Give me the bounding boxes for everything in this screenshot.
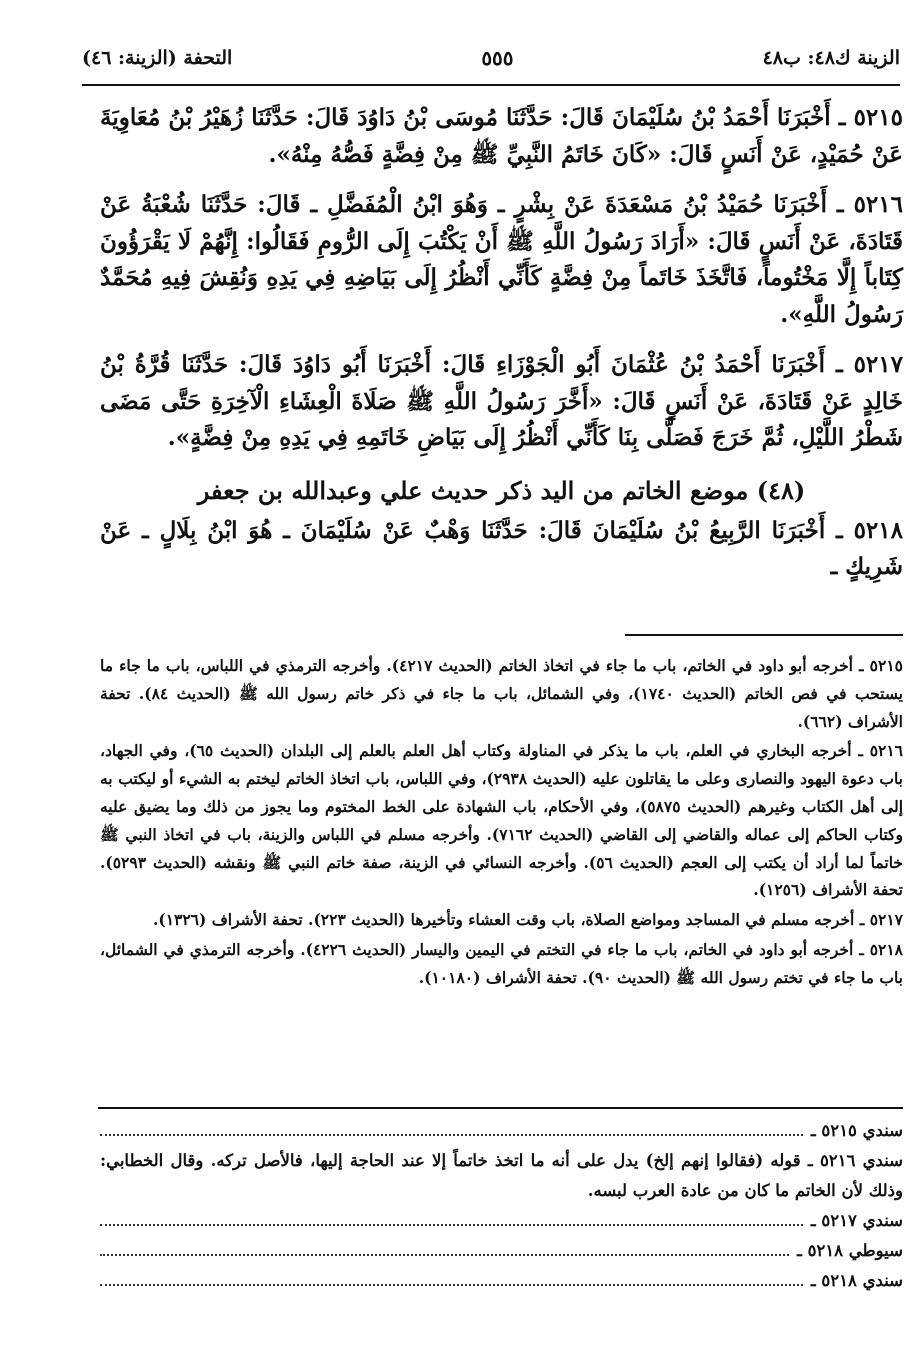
commentary bbox=[100, 1116, 903, 1296]
commentary-label: سندي ٥٢١٧ ـ bbox=[810, 1211, 903, 1230]
dotted-leader bbox=[100, 1133, 803, 1136]
commentary-sindi-5215 bbox=[100, 1116, 903, 1146]
commentary-label: سيوطي ٥٢١٨ ـ bbox=[796, 1241, 903, 1260]
header-divider bbox=[82, 84, 900, 86]
dotted-leader bbox=[100, 1253, 789, 1256]
footnote-divider bbox=[625, 634, 903, 636]
footnote-5216: ٥٢١٦ ـ أخرجه البخاري في العلم، باب ما يذكر في المناولة وكتاب أهل العلم بالعلم إلى البلدان (الحديث ٦٥)، وفي الجهاد، باب دعوة اليهود والنصارى وعلى ما يقاتلون عليه (الحديث ٢٩٣٨)، وفي اللباس، باب اتخاذ الخاتم ليختم به الشيء أو ليكتب به إلى أهل الكتاب وغيرهم (الحديث ٥٨٧٥)، وفي الأحكام، باب الشهادة على الخط المختوم وما يجوز من ذلك وما يضيق عليه وكتاب الحاكم إلى عماله والقاضي إلى القاضي (الحديث ٧١٦٢). وأخرجه مسلم في اللباس والزينة، باب في اتخاذ النبي ﷺ خاتماً لما أراد أن يكتب إلى العجم (الحديث ٥٦). وأخرجه النسائي في الزينة، صفة خاتم النبي ﷺ ونقشه (الحديث ٥٢٩٣). تحفة الأشراف (١٢٥٦). bbox=[100, 741, 904, 900]
header-right-reference: الزينة ك٤٨: ب٤٨ bbox=[762, 47, 900, 69]
commentary-divider bbox=[98, 1107, 903, 1109]
commentary-suyuti-5218 bbox=[100, 1236, 903, 1266]
commentary-label: سندي ٥٢١٨ ـ bbox=[810, 1271, 903, 1290]
page-header bbox=[82, 38, 900, 78]
main-text bbox=[100, 100, 903, 600]
header-left-reference: التحفة (الزينة: ٤٦) bbox=[82, 47, 233, 69]
commentary-sindi-5217 bbox=[100, 1206, 903, 1236]
hadith-5216: ٥٢١٦ ـ أَخْبَرَنَا حُمَيْدُ بْنُ مَسْعَدَةَ عَنْ بِشْرٍ ـ وَهُوَ ابْنُ الْمُفَضَّلِ ـ قَالَ: حَدَّثَنَا شُعْبَةُ عَنْ قَتَادَةَ، عَنْ أَنَسٍ قَالَ: «أَرَادَ رَسُولُ اللَّهِ ﷺ أَنْ يَكْتُبَ إِلَى الرُّومِ فَقَالُوا: إِنَّهُمْ لَا يَقْرَؤُونَ كِتَاباً إِلَّا مَخْتُوماً، فَاتَّخَذَ خَاتَماً مِنْ فِضَّةٍ كَأَنِّي أَنْظُرُ إِلَى بَيَاضِهِ فِي يَدِهِ وَنُقِشَ فِيهِ مُحَمَّدٌ رَسُولُ اللَّهِ». bbox=[100, 191, 903, 328]
hadith-5218: ٥٢١٨ ـ أَخْبَرَنَا الرَّبِيعُ بْنُ سُلَيْمَانَ قَالَ: حَدَّثَنَا وَهْبٌ عَنْ سُلَيْمَانَ ـ هُوَ ابْنُ بِلَالٍ ـ عَنْ شَرِيكٍ ـ bbox=[100, 516, 903, 580]
footnote-5218: ٥٢١٨ ـ أخرجه أبو داود في الخاتم، باب ما جاء في التختم في اليمين واليسار (الحديث ٤٢٢٦). وأخرجه الترمذي في الشمائل، باب ما جاء في تختم رسول الله ﷺ (الحديث ٩٠). تحفة الأشراف (١٠١٨٠). bbox=[100, 939, 903, 987]
hadith-5217: ٥٢١٧ ـ أَخْبَرَنَا أَحْمَدُ بْنُ عُثْمَانَ أَبُو الْجَوْزَاءِ قَالَ: أَخْبَرَنَا أَبُو دَاوُدَ قَالَ: حَدَّثَنَا قُرَّةُ بْنُ خَالِدٍ عَنْ قَتَادَةَ، عَنْ أَنَسٍ قَالَ: «أَخَّرَ رَسُولُ اللَّهِ ﷺ صَلَاةَ الْعِشَاءِ الْآخِرَةِ حَتَّى مَضَى شَطْرُ اللَّيْلِ، ثُمَّ خَرَجَ فَصَلَّى بِنَا كَأَنِّي أَنْظُرُ إِلَى بَيَاضِ خَاتَمِهِ فِي يَدِهِ مِنْ فِضَّةٍ». bbox=[100, 351, 903, 451]
page-number: ٥٥٥ bbox=[481, 46, 514, 70]
dotted-leader bbox=[100, 1283, 803, 1286]
dotted-leader bbox=[100, 1223, 803, 1226]
footnotes bbox=[100, 652, 903, 994]
footnote-5215: ٥٢١٥ ـ أخرجه أبو داود في الخاتم، باب ما جاء في اتخاذ الخاتم (الحديث ٤٢١٧). وأخرجه الترمذي في اللباس، باب ما جاء ما يستحب في فص الخاتم (الحديث ١٧٤٠)، وفي الشمائل، باب ما جاء في ذكر خاتم رسول الله ﷺ (الحديث ٨٤). تحفة الأشراف (٦٦٢). bbox=[100, 656, 903, 731]
commentary-sindi-5218 bbox=[100, 1266, 903, 1296]
footnote-5217: ٥٢١٧ ـ أخرجه مسلم في المساجد ومواضع الصلاة، باب وقت العشاء وتأخيرها (الحديث ٢٢٣). تحفة الأشراف (١٣٢٦). bbox=[152, 910, 903, 930]
commentary-sindi-5216: سندي ٥٢١٦ ـ قوله (فقالوا إنهم إلخ) يدل على أنه ما اتخذ خاتماً إلا عند الحاجة إليها، فالأصل تركه. وقال الخطابي: وذلك لأن الخاتم ما كان من عادة العرب لبسه. bbox=[100, 1151, 903, 1200]
chapter-heading: (٤٨) موضع الخاتم من اليد ذكر حديث علي وعبدالله بن جعفر bbox=[197, 475, 806, 505]
hadith-5215: ٥٢١٥ ـ أَخْبَرَنَا أَحْمَدُ بْنُ سُلَيْمَانَ قَالَ: حَدَّثَنَا مُوسَى بْنُ دَاوُدَ قَالَ: حَدَّثَنَا زُهَيْرُ بْنُ مُعَاوِيَةَ عَنْ حُمَيْدٍ، عَنْ أَنَسٍ قَالَ: «كَانَ خَاتَمُ النَّبِيِّ ﷺ مِنْ فِضَّةٍ فَصُّهُ مِنْهُ». bbox=[100, 104, 903, 168]
commentary-label: سندي ٥٢١٥ ـ bbox=[810, 1121, 903, 1140]
